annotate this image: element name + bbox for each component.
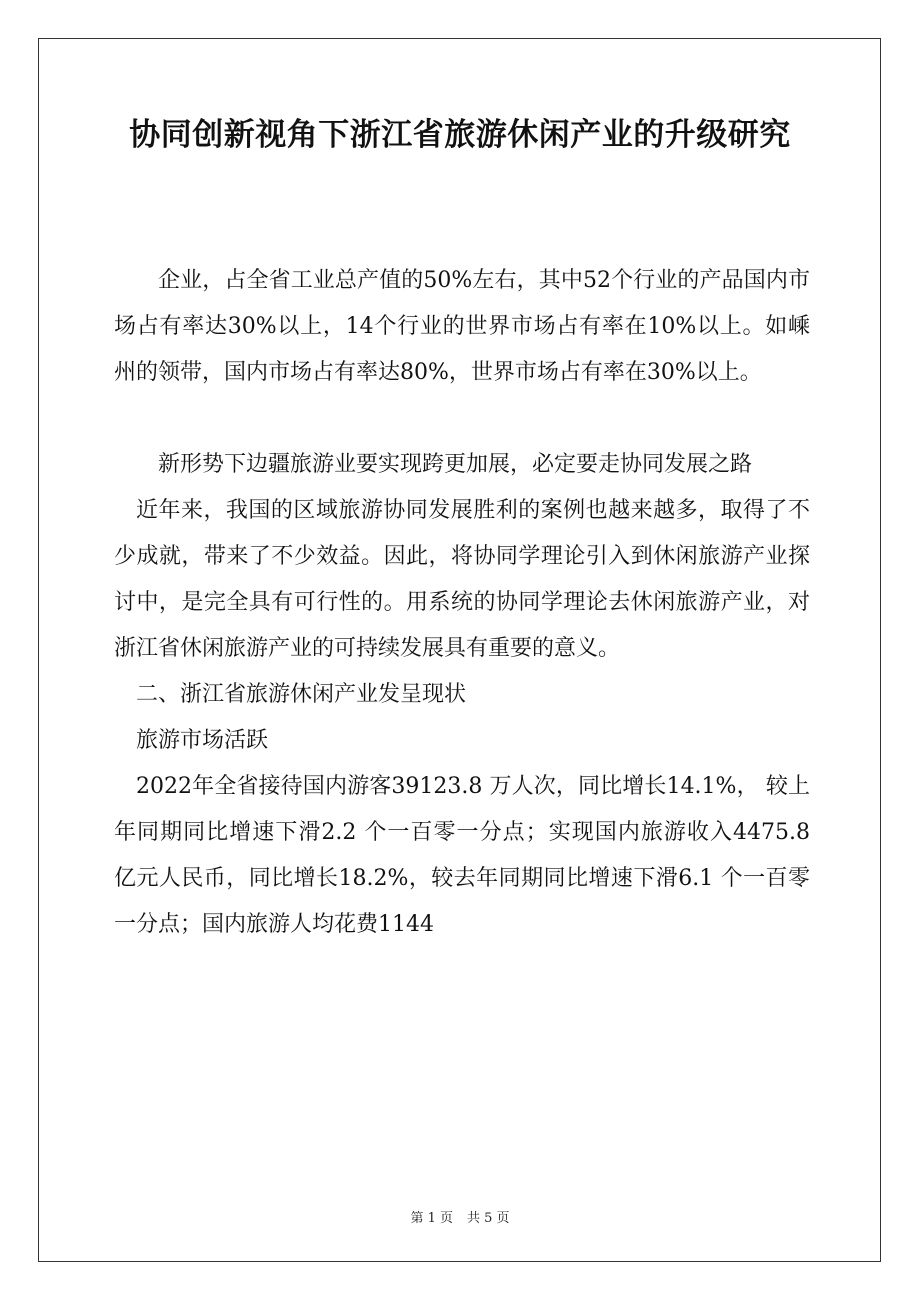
paragraph-synergy-theory: 近年来，我国的区域旅游协同发展胜利的案例也越来越多，取得了不少成就，带来了不少效益。因此，将协同学理论引入到休闲旅游产业探讨中，是完全具有可行性的。用系统的协同学理论去休闲旅游产业，对浙江省休闲旅游产业的可持续发展具有重要的意义。 bbox=[114, 498, 810, 661]
document-body bbox=[114, 258, 810, 948]
paragraph-statistics: 2022年全省接待国内游客39123.8 万人次，同比增长14.1%， 较上年同期同比增速下滑2.2 个一百零一分点；实现国内旅游收入4475.8 亿元人民币，同比增长18.2%，较去年同期同比增速下滑6.1 个一百零一分点；国内旅游人均花费1144 bbox=[114, 774, 810, 937]
paragraph-industry-share: 企业，占全省工业总产值的50%左右，其中52个行业的产品国内市场占有率达30%以上，14个行业的世界市场占有率在10%以上。如嵊州的领带，国内市场占有率达80%，世界市场占有率在30%以上。 bbox=[114, 268, 810, 385]
document-title: 协同创新视角下浙江省旅游休闲产业的升级研究 bbox=[129, 117, 791, 153]
subheading-market: 旅游市场活跃 bbox=[136, 728, 269, 753]
section-heading-status: 二、浙江省旅游休闲产业发呈现状 bbox=[136, 682, 467, 707]
page-total: 共 5 页 bbox=[467, 1211, 510, 1226]
paragraph-border-tourism: 新形势下边疆旅游业要实现跨更加展，必定要走协同发展之路 bbox=[158, 452, 753, 477]
page-number: 第 1 页 bbox=[410, 1211, 453, 1226]
page-footer bbox=[0, 1207, 920, 1226]
